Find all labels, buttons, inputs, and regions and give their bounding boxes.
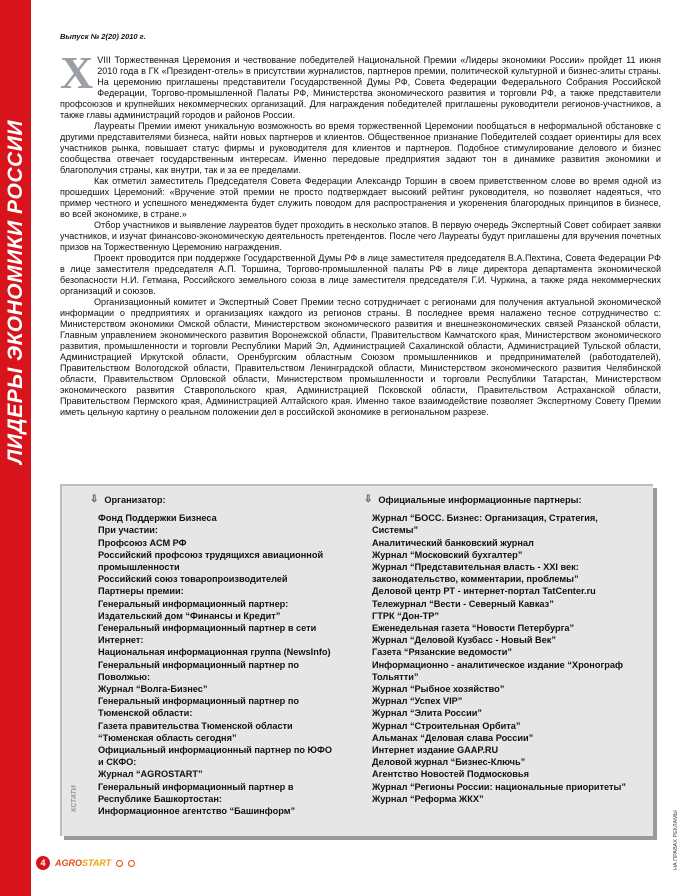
partners-panel bbox=[60, 484, 653, 836]
page-footer bbox=[36, 856, 135, 870]
list-item: Официальный информационный партнер по ЮФО и СКФО: bbox=[98, 745, 333, 768]
list-item: Журнал “Представительная власть - XXI век: законодательство, комментарии, проблемы” bbox=[372, 562, 579, 585]
list-item: Фонд Поддержки Бизнеса bbox=[98, 513, 217, 524]
list-item: Российский профсоюз трудящихся авиационной промышленности bbox=[98, 549, 324, 573]
list-item: Информационно - аналитическое издание “Хронограф Тольятти” bbox=[372, 659, 624, 682]
list-item: Альманах “Деловая слава России” bbox=[372, 732, 534, 743]
list-item: Профсоюз АСМ РФ bbox=[98, 537, 187, 548]
partners-heading bbox=[364, 494, 634, 506]
list-item: Интернет издание GAAP.RU bbox=[372, 745, 499, 756]
list-item: Газета правительства Тюменской области “Тюменская область сегодня” bbox=[98, 720, 293, 743]
list-item: Национальная информационная группа (NewsInfo) bbox=[98, 647, 331, 658]
list-item: Журнал “Деловой Кузбасс - Новый Век” bbox=[372, 635, 556, 646]
list-item: Журнал “AGROSTART” bbox=[98, 769, 203, 780]
list-item: Журнал “Реформа ЖКХ” bbox=[372, 793, 484, 804]
brand-circle-icon bbox=[128, 860, 135, 867]
list-item: Газета “Рязанские ведомости” bbox=[372, 647, 512, 658]
partners-heading-label: Официальные информационные партнеры: bbox=[378, 495, 582, 505]
dropcap-letter: Х bbox=[60, 47, 94, 98]
list-item: Партнеры премии: bbox=[98, 586, 184, 597]
brand-circle-icon bbox=[116, 860, 123, 867]
list-item: При участии: bbox=[98, 525, 158, 536]
organizer-heading-label: Организатор: bbox=[104, 495, 166, 505]
list-item: Журнал “Успех VIP” bbox=[372, 696, 463, 707]
list-item: Журнал “Строительная Орбита” bbox=[372, 720, 521, 731]
list-item: Агентство Новостей Подмосковья bbox=[372, 769, 529, 780]
list-item: Генеральный информационный партнер по Тюменской области: bbox=[98, 696, 300, 719]
list-item: Информационное агентство “Башинформ” bbox=[98, 806, 296, 817]
list-item: Российский союз товаропроизводителей bbox=[98, 574, 288, 585]
brand-logo: AGROSTART bbox=[55, 858, 112, 868]
article-paragraph: ХVIII Торжественная Церемония и чествование победителей Национальной Премии «Лидеры экономики России» пройдет 11 июня 2010 года в ГК «Президент-отель» в присутствии журналистов, партнеров премии, политической культурной и бизнес-элиты страны. На церемонию приглашены представители Государственной Думы РФ, Совета Федерации Федерального Собрания Российской Федерации, Торгово-промышленной Палаты РФ, Министерства экономического развития и торговли РФ, а также представители профсоюзов и крупнейших некоммерческих организаций. Для награждения победителей приглашены руководители регионов-участников, а также главы администраций городов и районов России. bbox=[60, 47, 661, 120]
list-item: Журнал “Волга-Бизнес” bbox=[98, 684, 208, 695]
list-item: Генеральный информационный партнер: bbox=[98, 598, 289, 609]
list-item: Генеральный информационный партнер по Поволжью: bbox=[98, 659, 300, 682]
list-item: Журнал “Регионы России: национальные приоритеты” bbox=[372, 781, 626, 792]
list-item: Журнал “Элита России” bbox=[372, 708, 482, 719]
section-title: ЛИДЕРЫ ЭКОНОМИКИ РОССИИ bbox=[4, 120, 27, 464]
article-paragraph: Проект проводится при поддержке Государственной Думы РФ в лице заместителя председателя В.А.Пехтина, Совета Федерации РФ в лице заместителя председателя А.П. Торшина, Торгово-промышленной палаты РФ в лице директора департамента экономической безопасности Н.И. Гетмана, Российского земельного союза в лице заместителя председателя Г.И. Чуркина, а также ряда некоммерческих организаций и союзов. bbox=[60, 253, 661, 296]
list-item: Деловой журнал “Бизнес-Ключь” bbox=[372, 757, 526, 768]
list-item: Аналитический банковский журнал bbox=[372, 537, 534, 548]
list-item: ГТРК “Дон-ТР” bbox=[372, 610, 439, 621]
list-item: Журнал “БОСС. Бизнес: Организация, Стратегия, Системы” bbox=[372, 513, 598, 536]
partners-list bbox=[364, 512, 634, 805]
bullet-arrow-icon: ⇩ bbox=[90, 494, 99, 505]
article-body bbox=[60, 47, 661, 418]
list-item: Журнал “Рыбное хозяйство” bbox=[372, 684, 505, 695]
list-item: Издательский дом “Финансы и Кредит” bbox=[98, 610, 281, 621]
organizer-list bbox=[90, 512, 338, 817]
section-sidebar bbox=[0, 0, 31, 896]
partners-column bbox=[364, 494, 634, 805]
article-paragraph: Как отметил заместитель Председателя Совета Федерации Александр Торшин в своем приветственном слове во время одной из прошедших Церемоний: «Вручение этой премии не просто подтверждает высокий рейтинг руководителя, но позволяет надеяться, что пример честного и успешного менеджмента будет служить поводом для распространения и укоренения благородных принципов в бизнесе, во всей экономике, в стране.» bbox=[60, 176, 661, 219]
panel-tag: КСТАТИ bbox=[71, 785, 78, 813]
advertising-note: НА ПРАВАХ РЕКЛАМЫ bbox=[673, 810, 679, 870]
issue-number: Выпуск № 2(20) 2010 г. bbox=[60, 32, 146, 41]
page-number: 4 bbox=[36, 856, 50, 870]
article-paragraph: Организационный комитет и Экспертный Совет Премии тесно сотрудничает с регионами для получения актуальной экономической информации о предприятиях и организациях каждого из регионов страны. В последнее время налажено тесное сотрудничество с: Министерством экономики Омской области, Министерством экономического развития и внешнеэкономических связей Рязанской области, Главным управлением экономического развития Воронежской области, Правительством Камчатского края, Министерством экономического развития, промышленности и торговли Республики Марий Эл, Администрацией Сахалинской области, Администрацией Тульской области, Администрацией Иркутской области, Оренбургским областным Союзом промышленников и предпринимателей (работодателей), Правительством Вологодской области, Правительством Ленинградской области, Министерством экономического развития Челябинской области, Правительством Орловской области, Министерством промышленности и торговли Республики Татарстан, Министерством экономического развития Ставропольского края, Администрацией Псковской области, Правительством Астраханской области, Правительством Пермского края, Администрацией Алтайского края. Именно такое взаимодействие позволяет Экспертному Совету Премии иметь цельную картину о реальном положении дел в российской экономике в региональном разрезе. bbox=[60, 297, 661, 417]
organizer-column bbox=[90, 494, 338, 817]
organizer-heading bbox=[90, 494, 338, 506]
article-paragraph: Лауреаты Премии имеют уникальную возможность во время торжественной Церемонии пообщаться в неформальной обстановке с другими представителями бизнеса, найти новых партнеров и клиентов. Общественное признание Победителей создает ориентиры для всех участников рынка, повышает статус фирмы и руководителя для клиентов и партнеров. Подобное стимулирование делового и бизнес сообщества отвечает государственным интересам. Именно передовые предприятия задают тон в динамике развития экономики и благополучия страны, как внутри, так и за ее пределами. bbox=[60, 121, 661, 175]
list-item: Журнал “Московский бухгалтер” bbox=[372, 549, 523, 560]
list-item: Генеральный информационный партнер в сети Интернет: bbox=[98, 623, 317, 646]
list-item: Генеральный информационный партнер в Республике Башкортостан: bbox=[98, 781, 294, 804]
list-item: Тележурнал “Вести - Северный Кавказ” bbox=[372, 598, 554, 609]
list-item: Деловой центр РТ - интернет-портал TatCenter.ru bbox=[372, 586, 596, 597]
bullet-arrow-icon: ⇩ bbox=[364, 494, 373, 505]
list-item: Еженедельная газета “Новости Петербурга” bbox=[372, 623, 575, 634]
article-paragraph: Отбор участников и выявление лауреатов будет проходить в несколько этапов. В первую очередь Экспертный Совет собирает заявки участников, и изучат финансово-экономическую деятельность претендентов. После чего Лауреаты будут приглашены для вручения почетных призов на Торжественную Церемонию награждения. bbox=[60, 220, 661, 252]
